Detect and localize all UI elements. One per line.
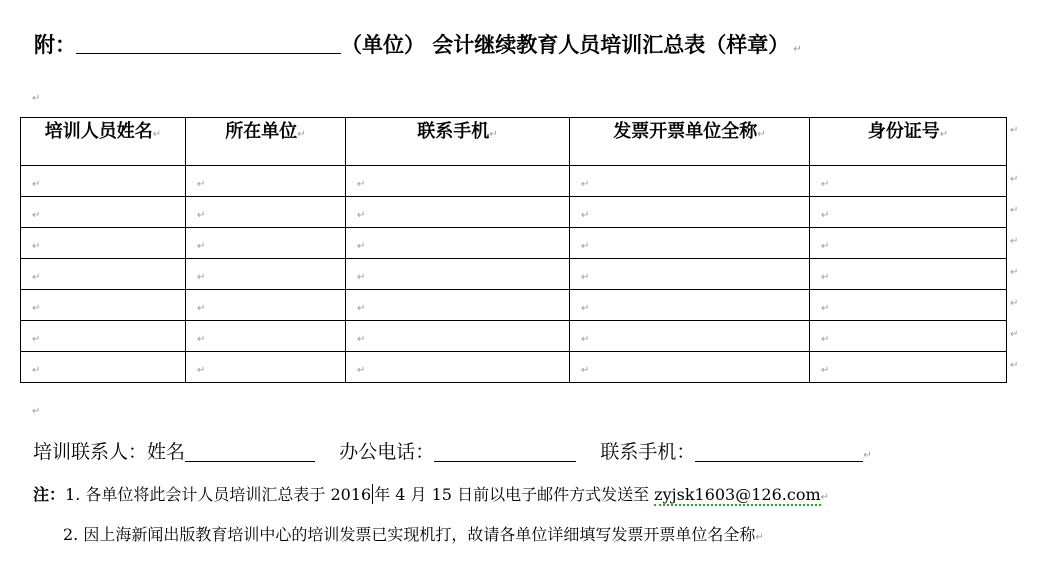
paragraph-mark-icon: ↵ (357, 271, 366, 283)
note-2 (63, 521, 764, 552)
paragraph-mark-icon: ↵ (197, 240, 206, 252)
training-summary-table (20, 117, 1007, 383)
table-cell[interactable] (346, 228, 570, 259)
table-cell[interactable] (21, 166, 186, 197)
paragraph-mark-icon: ↵ (581, 333, 590, 345)
paragraph-mark-icon: ↵ (581, 302, 590, 314)
table-row (21, 228, 1007, 259)
paragraph-mark-icon: ↵ (197, 209, 206, 221)
header-employer: 所在单位↵ (186, 118, 346, 166)
paragraph-mark-icon: ↵ (581, 209, 590, 221)
paragraph-mark-icon: ↵ (793, 44, 802, 55)
paragraph-mark-icon: ↵ (197, 302, 206, 314)
paragraph-mark-icon: ↵ (581, 271, 590, 283)
table-cell[interactable] (570, 352, 810, 383)
table-cell[interactable] (570, 228, 810, 259)
row-end-mark-icon: ↵ (1010, 298, 1019, 309)
table-cell[interactable] (21, 197, 186, 228)
paragraph-mark-icon: ↵ (581, 178, 590, 190)
paragraph-mark-icon: ↵ (357, 302, 366, 314)
paragraph-mark-icon: ↵ (755, 532, 764, 543)
table-row (21, 321, 1007, 352)
mobile-label: 联系手机： (600, 441, 696, 463)
paragraph-mark-icon: ↵ (357, 364, 366, 376)
table-cell[interactable] (810, 352, 1007, 383)
note-2-text: 2. 因上海新闻出版教育培训中心的培训发票已实现机打，故请各单位详细填写发票开票单位名全称 (63, 525, 756, 544)
title-prefix: 附： (34, 33, 76, 57)
office-phone-label: 办公电话： (339, 441, 435, 463)
header-invoice-company: 发票开票单位全称↵ (570, 118, 810, 166)
row-end-mark-icon: ↵ (1010, 329, 1019, 340)
paragraph-mark-icon: ↵ (32, 209, 41, 221)
table-cell[interactable] (186, 321, 346, 352)
paragraph-mark-icon: ↵ (357, 333, 366, 345)
table-cell[interactable] (810, 166, 1007, 197)
paragraph-mark-icon: ↵ (489, 129, 498, 140)
table-cell[interactable] (346, 197, 570, 228)
unit-name-blank[interactable] (76, 31, 341, 54)
paragraph-mark-icon: ↵ (939, 129, 949, 140)
paragraph-mark-icon: ↵ (821, 178, 830, 190)
paragraph-mark-icon: ↵ (821, 364, 830, 376)
row-end-mark-icon: ↵ (1010, 267, 1019, 278)
table-cell[interactable] (186, 352, 346, 383)
table-cell[interactable] (21, 321, 186, 352)
paragraph-mark-icon: ↵ (821, 240, 830, 252)
row-end-mark-icon: ↵ (1010, 125, 1019, 136)
paragraph-mark-icon: ↵ (821, 209, 830, 221)
table-row (21, 259, 1007, 290)
table-header-row (21, 118, 1007, 166)
paragraph-mark-icon: ↵ (152, 129, 162, 140)
paragraph-mark-icon: ↵ (357, 178, 366, 190)
title-text: （单位） 会计继续教育人员培训汇总表（样章） (341, 33, 790, 57)
paragraph-mark-icon: ↵ (197, 364, 206, 376)
paragraph-mark-icon: ↵ (821, 333, 830, 345)
paragraph-mark-icon: ↵ (197, 271, 206, 283)
table-cell[interactable] (346, 166, 570, 197)
document-title (34, 30, 802, 65)
paragraph-mark-icon: ↵ (197, 178, 206, 190)
paragraph-mark-icon: ↵ (297, 129, 306, 140)
paragraph-mark-icon: ↵ (581, 240, 590, 252)
table-row (21, 166, 1007, 197)
table-cell[interactable] (810, 321, 1007, 352)
table-cell[interactable] (570, 166, 810, 197)
paragraph-mark-icon: ↵ (32, 93, 41, 104)
contact-line (33, 438, 872, 470)
table-cell[interactable] (186, 290, 346, 321)
table-cell[interactable] (186, 228, 346, 259)
table-cell[interactable] (570, 321, 810, 352)
paragraph-mark-icon: ↵ (32, 271, 41, 283)
note-1-text-a: 1. 各单位将此会计人员培训汇总表于 2016 (65, 485, 372, 504)
table-cell[interactable] (21, 352, 186, 383)
note-1-text-b: 年 4 月 15 日前以电子邮件方式发送至 (374, 485, 655, 504)
table-cell[interactable] (810, 228, 1007, 259)
table-cell[interactable] (186, 166, 346, 197)
table-cell[interactable] (21, 228, 186, 259)
table-cell[interactable] (810, 290, 1007, 321)
paragraph-mark-icon: ↵ (32, 302, 41, 314)
paragraph-mark-icon: ↵ (32, 178, 41, 190)
row-end-mark-icon: ↵ (1010, 205, 1019, 216)
table-cell[interactable] (346, 352, 570, 383)
table-row (21, 352, 1007, 383)
table-cell[interactable] (810, 259, 1007, 290)
office-phone-blank[interactable] (434, 441, 576, 462)
header-mobile: 联系手机↵ (346, 118, 570, 166)
table-cell[interactable] (346, 321, 570, 352)
header-trainee-name: 培训人员姓名↵ (21, 118, 186, 166)
paragraph-mark-icon: ↵ (32, 364, 41, 376)
contact-name-blank[interactable] (185, 441, 315, 462)
table-cell[interactable] (570, 259, 810, 290)
paragraph-mark-icon: ↵ (357, 240, 366, 252)
row-end-mark-icon: ↵ (1010, 174, 1019, 185)
table-row (21, 290, 1007, 321)
paragraph-mark-icon: ↵ (32, 240, 41, 252)
table-cell[interactable] (186, 259, 346, 290)
table-row (21, 197, 1007, 228)
table-cell[interactable] (186, 197, 346, 228)
table-cell[interactable] (346, 290, 570, 321)
paragraph-mark-icon: ↵ (821, 302, 830, 314)
paragraph-mark-icon: ↵ (581, 364, 590, 376)
table-cell[interactable] (346, 259, 570, 290)
contact-name-label: 培训联系人：姓名 (33, 441, 186, 463)
table-cell[interactable] (570, 197, 810, 228)
row-end-mark-icon: ↵ (1010, 360, 1019, 371)
header-id-number: 身份证号↵ (810, 118, 1007, 166)
paragraph-mark-icon: ↵ (197, 333, 206, 345)
paragraph-mark-icon: ↵ (863, 450, 872, 461)
paragraph-mark-icon: ↵ (757, 129, 766, 140)
paragraph-mark-icon: ↵ (820, 492, 830, 503)
paragraph-mark-icon: ↵ (32, 333, 41, 345)
table-cell[interactable] (810, 197, 1007, 228)
paragraph-mark-icon: ↵ (32, 406, 41, 417)
table-cell[interactable] (21, 290, 186, 321)
paragraph-mark-icon: ↵ (821, 271, 830, 283)
email-address[interactable]: zyjsk1603@126.com (654, 485, 821, 504)
paragraph-mark-icon: ↵ (357, 209, 366, 221)
row-end-mark-icon: ↵ (1010, 236, 1019, 247)
table-cell[interactable] (21, 259, 186, 290)
note-lead: 注： (33, 485, 66, 504)
mobile-blank[interactable] (695, 441, 863, 462)
table-cell[interactable] (570, 290, 810, 321)
note-1 (33, 481, 829, 512)
